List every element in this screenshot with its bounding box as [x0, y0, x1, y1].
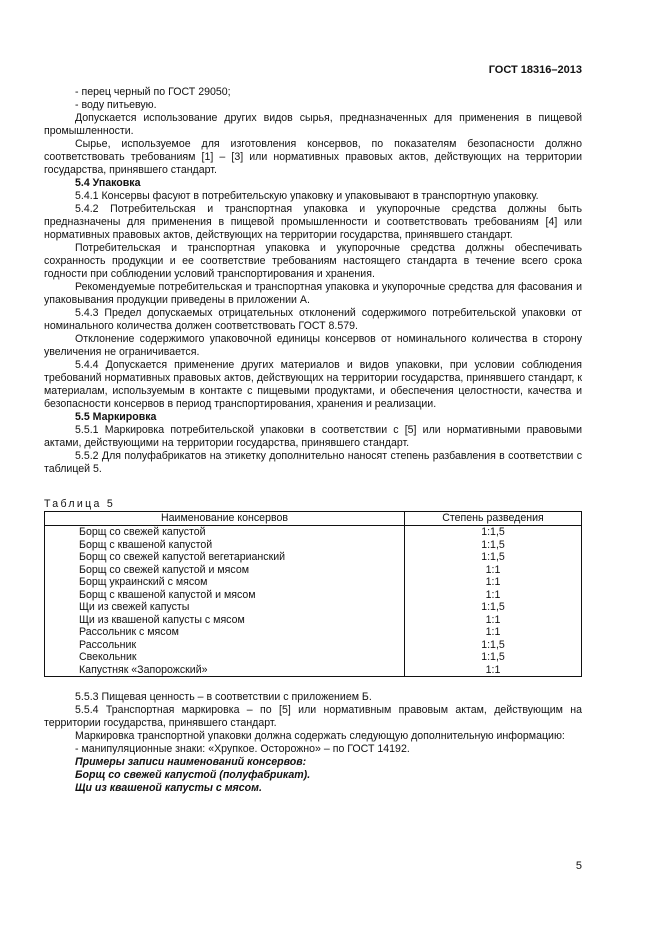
- cell-name: Рассольник с мясом: [45, 626, 405, 639]
- example-line: Щи из квашеной капусты с мясом.: [75, 782, 262, 794]
- cell-value: 1:1: [405, 614, 582, 627]
- paragraph: 5.4.4 Допускается применение других материалов и видов упаковки, при условии соблюдения требований нормативных правовых актов, действующих на территории государства, принявшего стандарт, к материалам, используемым в контакте с пищевыми продуктами, и обеспечения целостности, качества и безопасности консервов в период транспортирования, хранения и реализации.: [44, 359, 582, 410]
- body-text-after-table: [44, 691, 582, 795]
- paragraph: 5.5.4 Транспортная маркировка – по [5] или нормативным правовым актам, действующим на территории государства, принявшего стандарт.: [44, 704, 582, 729]
- example-line: Борщ со свежей капустой (полуфабрикат).: [75, 769, 311, 781]
- paragraph: Потребительская и транспортная упаковка и укупорочные средства должны обеспечивать сохранность продукции и ее соответствие требованиям настоящего стандарта в течение всего срока годности при соблюдении условий транспортирования и хранения.: [44, 242, 582, 280]
- paragraph: - воду питьевую.: [75, 99, 157, 111]
- paragraph: 5.4.2 Потребительская и транспортная упаковка и укупорочные средства должны быть предназначены для применения в пищевой промышленности и соответствовать требованиям [4] или нормативных правовых актов, действующих на территории государства, принявшего стандарт.: [44, 203, 582, 241]
- cell-name: Борщ со свежей капустой и мясом: [45, 564, 405, 577]
- cell-value: 1:1,5: [405, 651, 582, 664]
- paragraph: 5.5.2 Для полуфабрикатов на этикетку дополнительно наносят степень разбавления в соответствии с таблицей 5.: [44, 450, 582, 475]
- document-header: ГОСТ 18316–2013: [488, 64, 582, 76]
- paragraph: - перец черный по ГОСТ 29050;: [75, 86, 231, 98]
- table-row: [45, 639, 582, 652]
- paragraph: 5.5.3 Пищевая ценность – в соответствии с приложением Б.: [75, 691, 372, 703]
- paragraph: Сырье, используемое для изготовления консервов, по показателям безопасности должно соответствовать требованиям [1] – [3] или нормативных правовых актов, действующих на территории государства, принявшего стандарт.: [44, 138, 582, 176]
- table-row: [45, 626, 582, 639]
- cell-value: 1:1,5: [405, 639, 582, 652]
- example-heading: Примеры записи наименований консервов:: [75, 756, 307, 768]
- table-row: [45, 614, 582, 627]
- table-header-row: [45, 512, 582, 526]
- table-row: [45, 564, 582, 577]
- paragraph: 5.4.1 Консервы фасуют в потребительскую упаковку и упаковывают в транспортную упаковку.: [75, 190, 539, 202]
- cell-name: Рассольник: [45, 639, 405, 652]
- table-row: [45, 576, 582, 589]
- table-row: [45, 551, 582, 564]
- column-header-value: Степень разведения: [405, 512, 582, 526]
- paragraph: Отклонение содержимого упаковочной единицы консервов от номинального количества в сторону увеличения не ограничивается.: [44, 333, 582, 358]
- cell-name: Борщ украинский с мясом: [45, 576, 405, 589]
- cell-value: 1:1,5: [405, 539, 582, 552]
- cell-name: Свекольник: [45, 651, 405, 664]
- section-heading-5-5: 5.5 Маркировка: [75, 411, 157, 423]
- dilution-table: [44, 511, 582, 677]
- cell-value: 1:1: [405, 576, 582, 589]
- table-row: [45, 589, 582, 602]
- section-heading-5-4: 5.4 Упаковка: [75, 177, 141, 189]
- cell-name: Борщ с квашеной капустой: [45, 539, 405, 552]
- cell-value: 1:1,5: [405, 551, 582, 564]
- cell-name: Борщ с квашеной капустой и мясом: [45, 589, 405, 602]
- cell-name: Капустняк «Запорожский»: [45, 664, 405, 677]
- page-number: 5: [575, 860, 582, 872]
- table-title: Таблица 5: [44, 498, 116, 510]
- table-row: [45, 601, 582, 614]
- cell-value: 1:1: [405, 626, 582, 639]
- paragraph: Допускается использование других видов сырья, предназначенных для применения в пищевой промышленности.: [44, 112, 582, 137]
- cell-name: Борщ со свежей капустой: [45, 526, 405, 539]
- cell-name: Щи из квашеной капусты с мясом: [45, 614, 405, 627]
- paragraph: Рекомендуемые потребительская и транспортная упаковка и укупорочные средства для фасования и упаковывания продукции приведены в приложении А.: [44, 281, 582, 306]
- cell-name: Щи из свежей капусты: [45, 601, 405, 614]
- paragraph: Маркировка транспортной упаковки должна содержать следующую дополнительную информацию:: [75, 730, 565, 742]
- cell-value: 1:1: [405, 589, 582, 602]
- paragraph: 5.4.3 Предел допускаемых отрицательных отклонений содержимого потребительской упаковки от номинального количества должен соответствовать ГОСТ 8.579.: [44, 307, 582, 332]
- cell-name: Борщ со свежей капустой вегетарианский: [45, 551, 405, 564]
- cell-value: 1:1: [405, 564, 582, 577]
- paragraph: - манипуляционные знаки: «Хрупкое. Осторожно» – по ГОСТ 14192.: [75, 743, 410, 755]
- cell-value: 1:1: [405, 664, 582, 677]
- table-row: [45, 664, 582, 677]
- table-row: [45, 651, 582, 664]
- body-text: [44, 86, 582, 476]
- column-header-name: Наименование консервов: [45, 512, 405, 526]
- table-row: [45, 539, 582, 552]
- cell-value: 1:1,5: [405, 601, 582, 614]
- paragraph: 5.5.1 Маркировка потребительской упаковки в соответствии с [5] или нормативными правовыми актами, действующими на территории государства, принявшего стандарт.: [44, 424, 582, 449]
- table-row: [45, 526, 582, 539]
- cell-value: 1:1,5: [405, 526, 582, 539]
